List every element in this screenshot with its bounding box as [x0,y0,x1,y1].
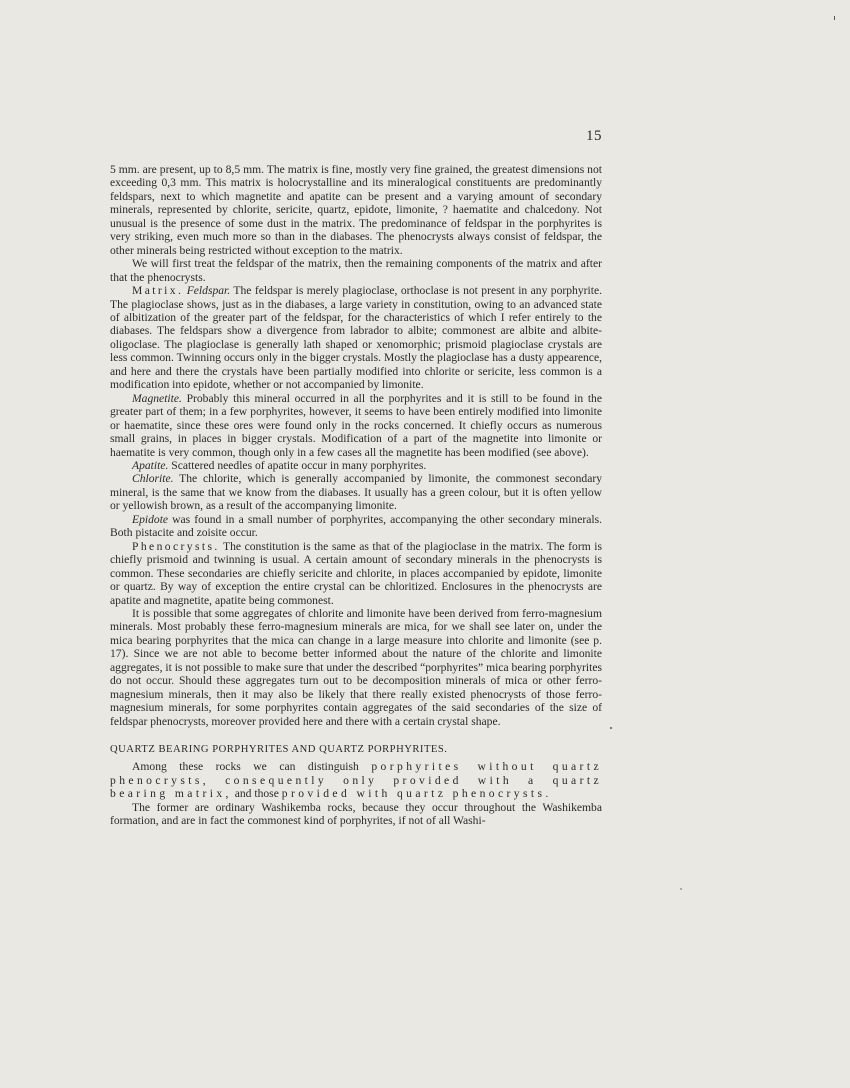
page-number: 15 [586,128,602,144]
spaced-heading-matrix: Matrix. [132,284,184,298]
distinguish-part-c: and those [231,787,282,801]
margin-speck [834,16,835,20]
paragraph-phenocrysts [110,540,602,607]
paragraph-order: We will first treat the feldspar of the matrix, then the remaining components of the matrix and after that the phenocrysts. [110,257,602,284]
paragraph-epidote-text: was found in a small number of porphyrites, accompanying the other secondary minerals. Both pistacite and zoisite occur. [110,512,602,540]
italic-term-feldspar: Feldspar. [186,284,231,298]
spaced-phrase-without-quartz: porphyrites without quartz phenocrysts, consequently only provided with a quartz bearing matrix, [110,760,602,801]
spaced-heading-phenocrysts: Phenocrysts. [132,539,220,553]
paragraph-phenocrysts-text: The constitution is the same as that of the plagioclase in the matrix. The form is chiefly prismoid and twinning is usual. A certain amount of secondary minerals in the phenocrysts is common. These secondaries are chiefly sericite and chlorite, in places accompanied by epidote, limonite or quartz. By way of exception the entire crystal can be chloritized. Enclosures in the phenocrysts are apatite and magnetite, apatite being commonest. [110,539,602,607]
paragraph-magnetite-text: Probably this mineral occurred in all the porphyrites and it is still to be found in the greater part of them; in a few porphyrites, however, it seems to have been entirely modified into limonite or haematite, since these ores were found only in the rocks concerned. It chiefly occurs as numerous small grains, in places in bigger crystals. Modification of a part of the magnetite into limonite or haematite is very common, though only in a few cases all the magnetite has been modified (see above). [110,391,602,459]
paragraph-apatite [110,459,602,472]
body-text [110,163,602,828]
italic-term-chlorite: Chlorite. [132,472,174,486]
spaced-phrase-with-quartz: provided with quartz phenocrysts. [281,787,552,801]
paragraph-magnetite [110,392,602,459]
paragraph-matrix-intro: 5 mm. are present, up to 8,5 mm. The matrix is fine, mostly very fine grained, the greatest dimensions not exceeding 0,3 mm. This matrix is holocrystalline and its mineralogical constituents are predominantly feldspars, next to which magnetite and apatite can be present and a varying amount of secondary minerals, represented by chlorite, sericite, quartz, epidote, limonite, ? haematite and chalcedony. Not unusual is the presence of some dust in the matrix. The predominance of feldspar in the porphyrites is very striking, even much more so than in the diabases. The phenocrysts always consist of feldspar, the other minerals being restricted without exception to the matrix. [110,163,602,257]
paragraph-epidote [110,513,602,540]
section-heading: QUARTZ BEARING PORPHYRITES AND QUARTZ PORPHYRITES. [110,744,448,756]
paragraph-chlorite-text: The chlorite, which is generally accompanied by limonite, the commonest secondary mineral, is the same that we know from the diabases. It usually has a green colour, but it is often yellow or yellowish brown, as a result of the accompanying limonite. [110,472,602,513]
italic-term-apatite: Apatite. [132,458,169,472]
paragraph-chlorite [110,472,602,512]
paragraph-feldspar [110,284,602,392]
paragraph-aggregates: It is possible that some aggregates of chlorite and limonite have been derived from ferro-magnesium minerals. Most probably these ferro-magnesium minerals are mica, for we shall see later on, under the mica bearing porphyrites that the mica can change in a large measure into chlorite and limonite (see p. 17). Since we are not able to become better informed about the nature of the chlorite and limonite aggregates, it is not possible to make sure that under the described “porphyrites” mica bearing porphyrites do not occur. Should these aggregates turn out to be decomposition minerals of mica or other ferro-magnesium minerals, then it may also be likely that there really existed phenocrysts of those ferro-magnesium minerals, for some porphyrites contain aggregates of the said secondaries of the size of feldspar phenocrysts, moreover provided here and there with a certain crystal shape. [110,606,602,728]
distinguish-part-a: Among these rocks we can distinguish [132,760,372,774]
paragraph-former: The former are ordinary Washikemba rocks, because they occur throughout the Washikemba formation, and are in fact the commonest kind of porphyrites, if not of all Washi- [110,800,602,828]
margin-speck [610,727,612,729]
paragraph-apatite-text: Scattered needles of apatite occur in many porphyrites. [168,458,427,472]
margin-speck [680,888,682,890]
italic-term-epidote: Epidote [132,512,169,526]
paragraph-feldspar-text: The feldspar is merely plagioclase, orthoclase is not present in any porphyrite. The plagioclase shows, just as in the diabases, a large variety in constitution, owing to an advanced state of albitization of the greater part of the feldspar, for the characteristics of which I refer entirely to the diabases. The feldspars show a divergence from labrador to albite; commonest are albite and albite-oligoclase. The plagioclase is generally lath shaped or xenomorphic; prismoid plagioclase crystals are less common. Twinning occurs only in the bigger crystals. Mostly the plagioclase has a dusty appearence, and here and there the crystals have been partially modified into chlorite or sericite, less common is a modification into epidote, whether or not accompanied by limonite. [110,284,603,392]
paragraph-distinguish [110,760,602,800]
italic-term-magnetite: Magnetite. [132,391,182,405]
